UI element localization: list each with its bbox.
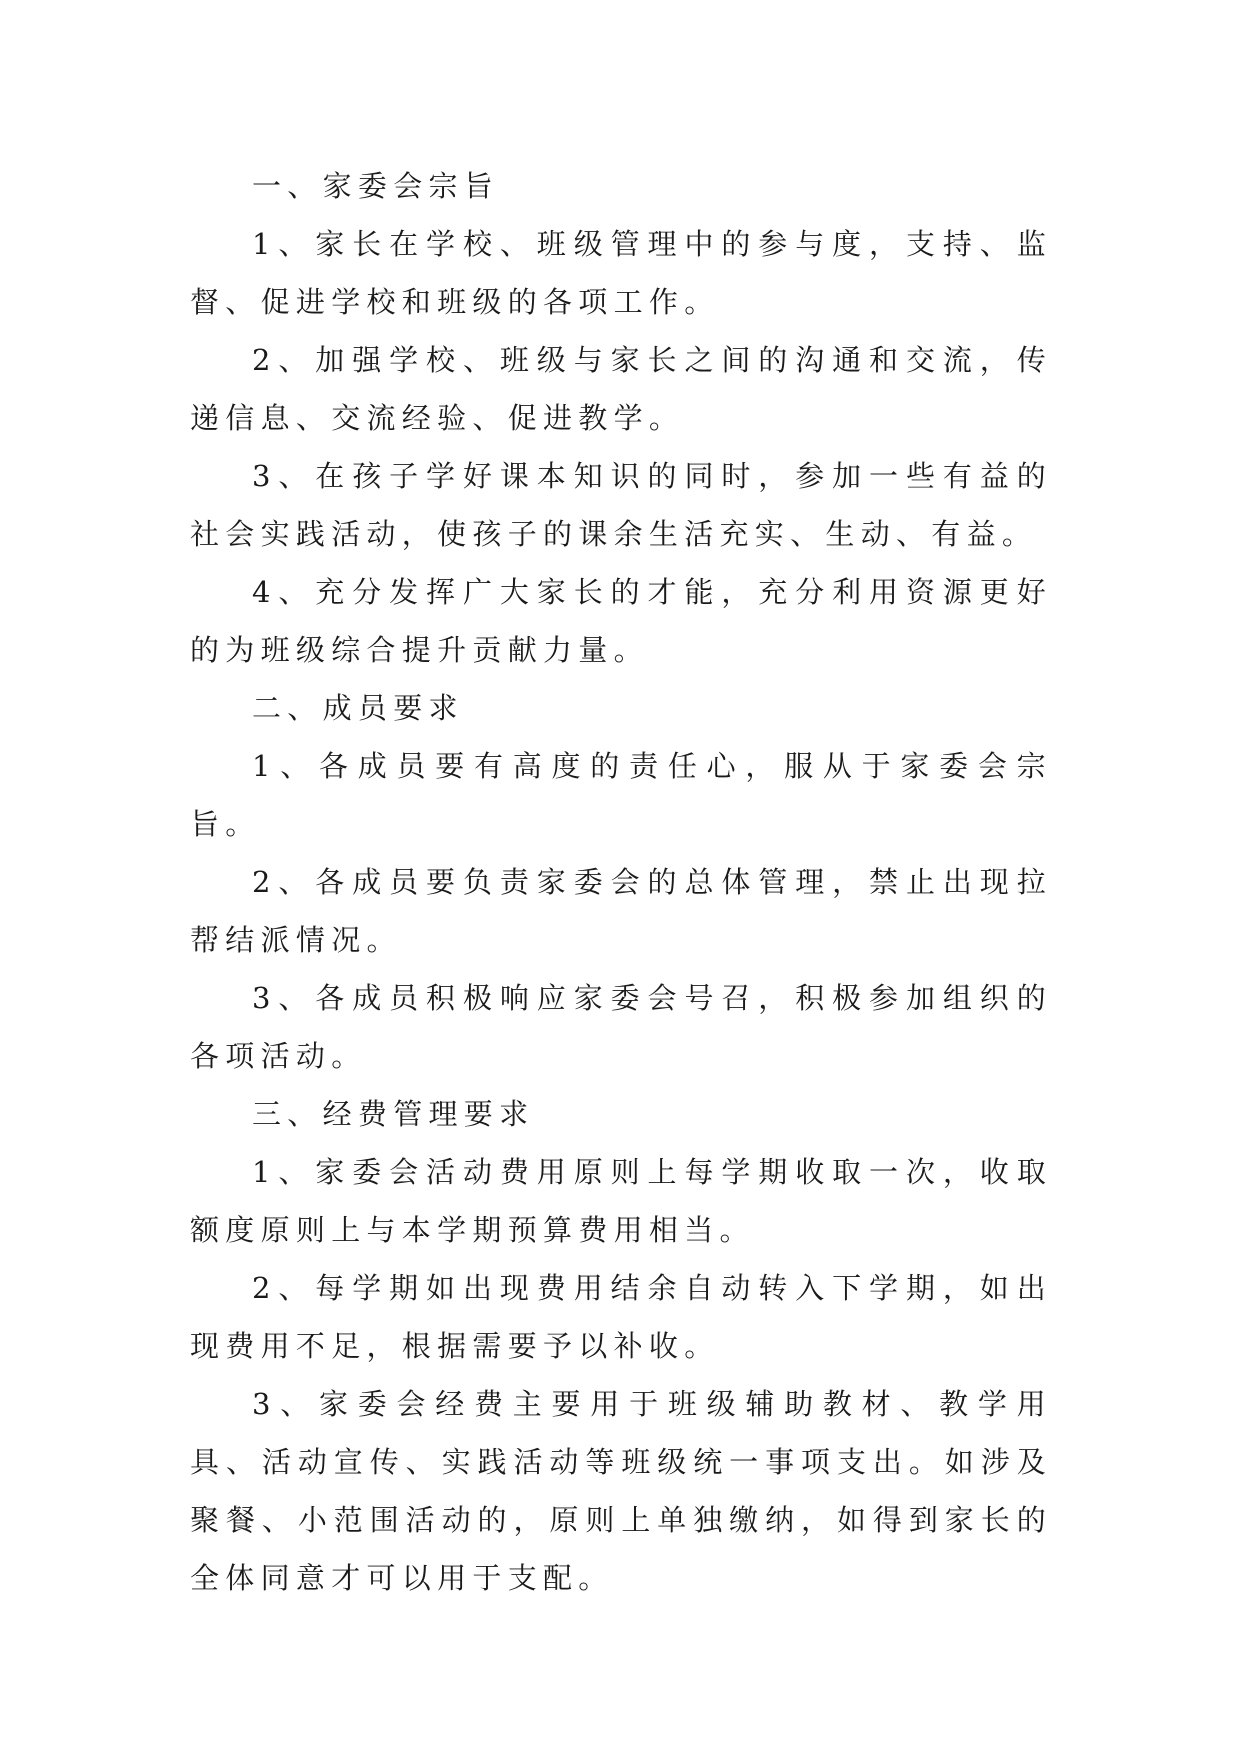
paragraph-funds-3: 3、家委会经费主要用于班级辅助教材、教学用具、活动宣传、实践活动等班级统一事项支出。如涉及聚餐、小范围活动的，原则上单独缴纳，如得到家长的全体同意才可以用于支配。 [190,1387,1052,1595]
document-body [190,157,1052,1607]
paragraph-purpose-2: 2、加强学校、班级与家长之间的沟通和交流，传递信息、交流经验、促进教学。 [190,343,1052,435]
section-heading-members: 二、成员要求 [252,691,464,725]
paragraph-funds-1: 1、家委会活动费用原则上每学期收取一次，收取额度原则上与本学期预算费用相当。 [190,1155,1052,1247]
section-heading-purpose: 一、家委会宗旨 [252,169,500,203]
section-heading-funds: 三、经费管理要求 [252,1097,535,1131]
paragraph-purpose-3: 3、在孩子学好课本知识的同时，参加一些有益的社会实践活动，使孩子的课余生活充实、生动、有益。 [190,459,1052,551]
paragraph-purpose-1: 1、家长在学校、班级管理中的参与度，支持、监督、促进学校和班级的各项工作。 [190,227,1052,319]
paragraph-members-2: 2、各成员要负责家委会的总体管理，禁止出现拉帮结派情况。 [190,865,1052,957]
paragraph-funds-2: 2、每学期如出现费用结余自动转入下学期，如出现费用不足，根据需要予以补收。 [190,1271,1052,1363]
paragraph-members-3: 3、各成员积极响应家委会号召，积极参加组织的各项活动。 [190,981,1052,1073]
paragraph-purpose-4: 4、充分发挥广大家长的才能，充分利用资源更好的为班级综合提升贡献力量。 [190,575,1052,667]
paragraph-members-1: 1、各成员要有高度的责任心，服从于家委会宗旨。 [190,749,1052,841]
